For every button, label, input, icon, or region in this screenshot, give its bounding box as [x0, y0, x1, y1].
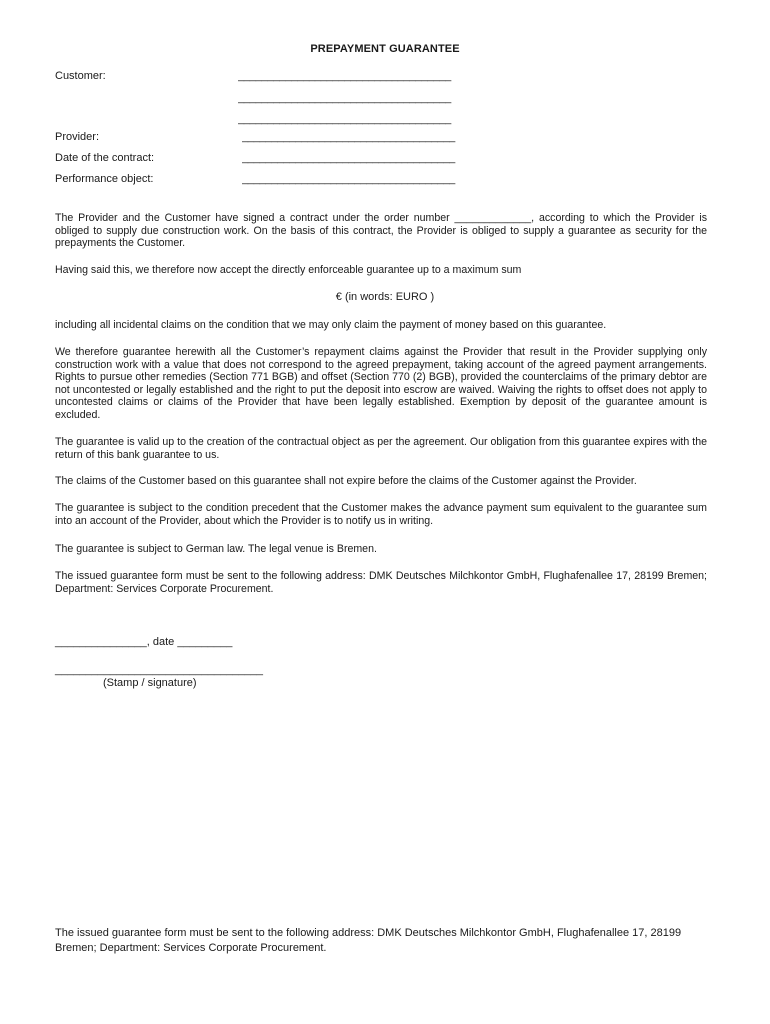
provider-field-line[interactable]: ____________________________________: [242, 131, 456, 143]
paragraph-validity: The guarantee is valid up to the creation of the contractual object as per the agreement. Our obligation from this guarantee expires with the return of this bank guarantee to us.: [55, 436, 707, 461]
customer-label: Customer:: [55, 70, 106, 82]
performance-object-field-line[interactable]: ____________________________________: [242, 173, 456, 185]
customer-field-line-1[interactable]: ____________________________________: [238, 70, 452, 82]
paragraph-expiry: The claims of the Customer based on this guarantee shall not expire before the claims of the Customer against the Provider.: [55, 475, 637, 487]
performance-object-label: Performance object:: [55, 173, 154, 185]
customer-field-line-2[interactable]: ____________________________________: [238, 92, 452, 104]
paragraph-incidental-claims: including all incidental claims on the condition that we may only claim the payment of money based on this guarantee.: [55, 319, 607, 331]
paragraph-guarantee-terms: We therefore guarantee herewith all the Customer’s repayment claims against the Provider that result in the Provider supplying only construction work with a value that does not correspond to the agreed prepayment, taking account of the agreed payment arrangements. Rights to pursue other remedies (Section 771 BGB) and offset (Section 770 (2) BGB), provided the counterclaims of the primary debtor are not uncontested or legally established and the right to put the deposit into escrow are waived. Waiving the rights to offset does not apply to uncontested claims or claims of the Provider that have been legally established. Exemption by deposit of the guarantee amount is excluded.: [55, 346, 707, 421]
stamp-signature-label: (Stamp / signature): [103, 677, 197, 689]
contract-date-label: Date of the contract:: [55, 152, 155, 164]
place-date-line[interactable]: _______________, date _________: [55, 636, 233, 648]
paragraph-law: The guarantee is subject to German law. The legal venue is Bremen.: [55, 543, 377, 555]
signature-line[interactable]: __________________________________: [55, 664, 264, 676]
document-title: PREPAYMENT GUARANTEE: [310, 43, 460, 55]
paragraph-contract: The Provider and the Customer have signed a contract under the order number _____________, according to which the Provider is obliged to supply due construction work. On the basis of this contract, the Provider is obliged to supply a guarantee as security for the prepayments the Customer.: [55, 212, 707, 250]
footer-address: The issued guarantee form must be sent to the following address: DMK Deutsches Milchkontor GmbH, Flughafenallee 17, 28199 Bremen; Department: Services Corporate Procurement.: [55, 927, 682, 954]
customer-field-line-3[interactable]: ____________________________________: [238, 113, 452, 125]
contract-date-field-line[interactable]: ____________________________________: [242, 152, 456, 164]
paragraph-condition-precedent: The guarantee is subject to the condition precedent that the Customer makes the advance payment sum equivalent to the guarantee sum into an account of the Provider, about which the Provider is to notify us in writing.: [55, 502, 707, 527]
provider-label: Provider:: [55, 131, 100, 143]
paragraph-address: The issued guarantee form must be sent to the following address: DMK Deutsches Milchkontor GmbH, Flughafenallee 17, 28199 Bremen; Department: Services Corporate Procurement.: [55, 570, 707, 595]
amount-line: € (in words: EURO ): [335, 291, 435, 303]
paragraph-acceptance: Having said this, we therefore now accept the directly enforceable guarantee up to a maximum sum: [55, 264, 522, 276]
